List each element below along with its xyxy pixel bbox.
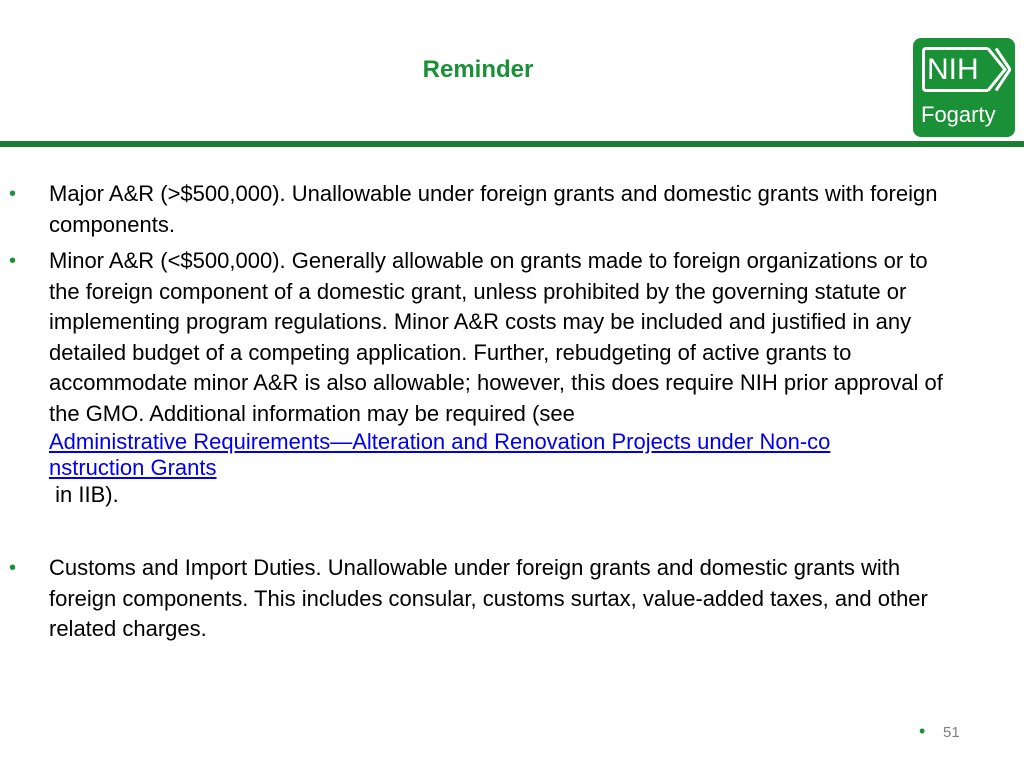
- list-item: [9, 553, 963, 645]
- bullet-icon: •: [9, 557, 17, 579]
- bullet-icon: •: [9, 250, 17, 272]
- admin-requirements-link[interactable]: [49, 429, 963, 480]
- logo-fogarty-text: Fogarty: [921, 102, 996, 127]
- link-text-line-1: Administrative Requirements—Alteration and Renovation Projects under Non-co: [49, 429, 831, 454]
- bullet-text: Minor A&R (<$500,000). Generally allowable on grants made to foreign organizations or to the foreign component of a domestic grant, unless prohibited by the governing statute or implementing program regulations. Minor A&R costs may be included and justified in any detailed budget of a competing application. Further, rebudgeting of active grants to accommodate minor A&R is also allowable; however, this does require NIH prior approval of the GMO. Additional information may be required (see: [49, 248, 943, 426]
- slide-title: Reminder: [422, 56, 534, 83]
- list-item: [9, 179, 963, 240]
- list-item: [9, 246, 963, 511]
- link-text-line-2: nstruction Grants: [49, 454, 217, 480]
- bullet-icon: •: [9, 183, 17, 205]
- logo-nih-text: NIH: [927, 53, 979, 86]
- bullet-text-continuation: in IIB).: [49, 482, 119, 507]
- footer-bullet-icon: •: [919, 721, 926, 741]
- bullet-text: Major A&R (>$500,000). Unallowable under foreign grants and domestic grants with foreign components.: [49, 181, 938, 237]
- page-number: 51: [943, 724, 960, 741]
- bullet-text: Customs and Import Duties. Unallowable under foreign grants and domestic grants with foreign components. This includes consular, customs surtax, value-added taxes, and other related charges.: [49, 555, 928, 641]
